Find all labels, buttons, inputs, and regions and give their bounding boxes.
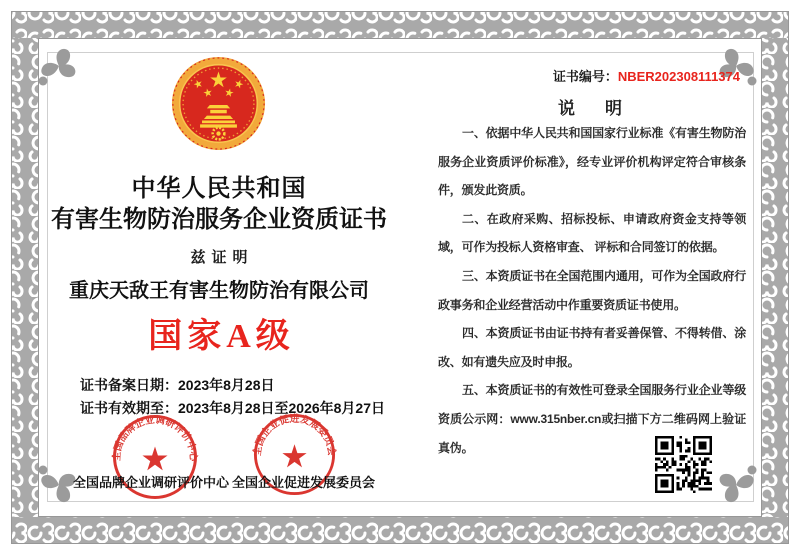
seal-arc-text: 全国品牌企业调研评价中心 [111,414,199,462]
corner-flourish-icon [712,462,758,508]
certificate-number-label: 证书编号： [552,69,618,84]
company-name: 重庆天敌王有害生物防治有限公司 [69,280,369,302]
certificate-number-row [440,66,740,85]
seal-label: 全国品牌企业调研评价中心 [72,475,229,490]
certificate-number-value: NBER202308111374 [617,69,740,84]
record-date-label: 证书备案日期： [80,377,178,393]
certificate-title: 有害生物防治服务企业资质证书 [51,206,387,233]
valid-date-value: 2023年8月28日至2026年8月27日 [178,400,386,416]
explanation-item-3: 三、本资质证书在全国范围内通用，可作为全国政府行政事务和企业经营活动中作重要资质证书使用。 [438,268,746,312]
explanation-item-1: 一、依据中华人民共和国国家行业标准《有害生物防治服务企业资质评价标准》，经专业评价机构评定符合审核条件，颁发此资质。 [438,126,746,198]
qr-code [655,436,712,493]
explanation-heading: 说明 [558,99,652,118]
explanation-item-4: 四、本资质证书由证书持有者妥善保管、不得转借、涂改、如有遗失应及时申报。 [438,326,746,369]
country-title: 中华人民共和国 [131,175,307,202]
corner-flourish-icon [37,43,83,89]
seal-label: 全国企业促进发展委员会 [231,475,375,490]
record-date-row [80,374,385,397]
explanation-paragraphs [438,119,746,462]
grade-level: 国家A级 [148,318,295,355]
seal-arc-text: 全国企业促进发展委员会 [252,413,337,457]
explanation-item-5: 五、本资质证书的有效性可登录全国服务行业企业等级资质公示网：www.315nber.cn或扫描下方二维码网上验证真伪。 [438,383,746,455]
hereby-text: 兹证明 [190,249,254,266]
explanation-item-2: 二、在政府采购、招标投标、申请政府资金支持等领域，可作为投标人资格审查、 评标和合同签订的依据。 [438,211,746,255]
valid-date-label: 证书有效期至： [80,400,178,416]
record-date-value: 2023年8月28日 [178,377,275,393]
national-emblem-icon [170,55,267,152]
